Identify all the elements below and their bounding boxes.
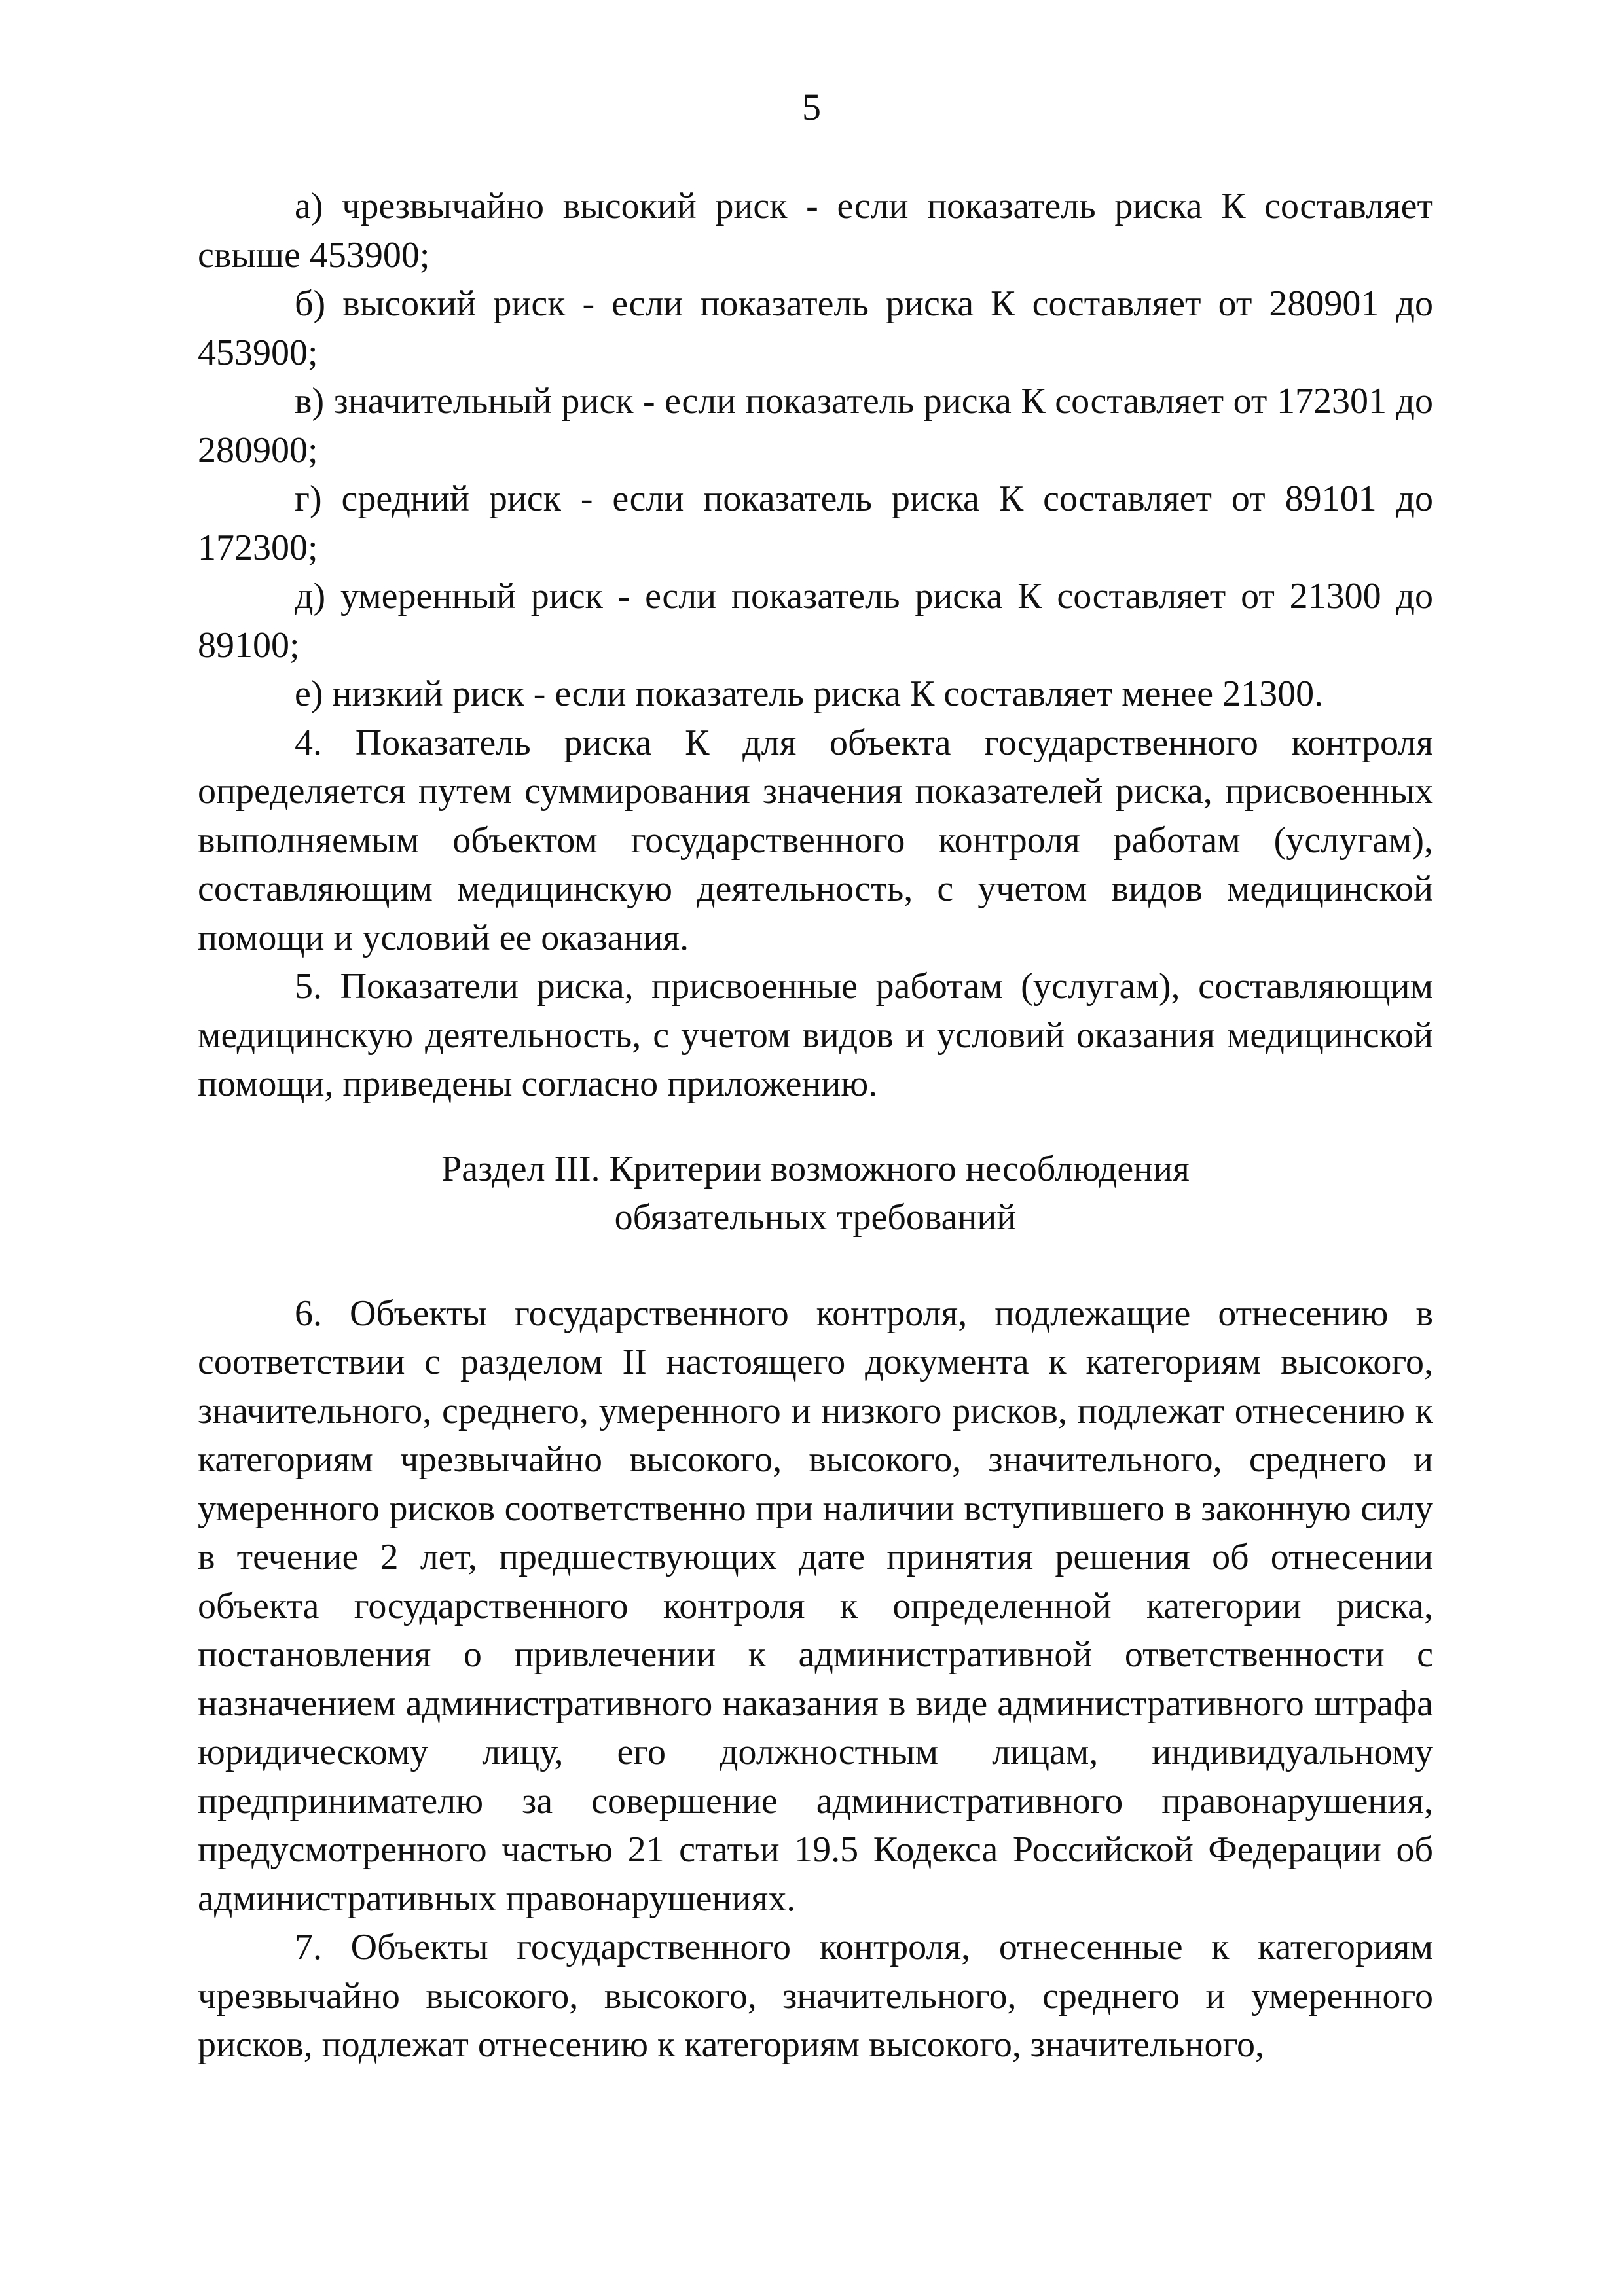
paragraph-4: 4. Показатель риска К для объекта государственного контроля определяется путем суммирования значения показателей риска, присвоенных выполняемым объектом государственного контроля работам (услугам), составляющим медицинскую деятельность, с учетом видов медицинской помощи и условий ее оказания. [198, 722, 1433, 958]
risk-level-medium: г) средний риск - если показатель риска К составляет от 89101 до 172300; [198, 478, 1433, 568]
section-heading-line-2: обязательных требований [614, 1197, 1017, 1238]
risk-level-significant: в) значительный риск - если показатель риска К составляет от 172301 до 280900; [198, 381, 1433, 471]
paragraph-5: 5. Показатели риска, присвоенные работам (услугам), составляющим медицинскую деятельность, с учетом видов и условий оказания медицинской помощи, приведены согласно приложению. [198, 966, 1433, 1104]
risk-level-moderate: д) умеренный риск - если показатель риска К составляет от 21300 до 89100; [198, 576, 1433, 666]
paragraph-7: 7. Объекты государственного контроля, отнесенные к категориям чрезвычайно высокого, высокого, значительного, среднего и умеренного рисков, подлежат отнесению к категориям высокого, значительного, [198, 1927, 1433, 2065]
document-body [198, 182, 1433, 2070]
page-number: 5 [802, 86, 821, 128]
risk-level-high: б) высокий риск - если показатель риска К составляет от 280901 до 453900; [198, 283, 1433, 373]
paragraph-6: 6. Объекты государственного контроля, подлежащие отнесению в соответствии с разделом II настоящего документа к категориям высокого, значительного, среднего, умеренного и низкого рисков, подлежат отнесению к категориям чрезвычайно высокого, высокого, значительного, среднего и умеренного рисков соответственно при наличии вступившего в законную силу в течение 2 лет, предшествующих дате принятия решения об отнесении объекта государственного контроля к определенной категории риска, постановления о привлечении к административной ответственности с назначением административного наказания в виде административного штрафа юридическому лицу, его должностным лицам, индивидуальному предпринимателю за совершение административного правонарушения, предусмотренного частью 21 статьи 19.5 Кодекса Российской Федерации об административных правонарушениях. [198, 1293, 1433, 1919]
risk-level-low: е) низкий риск - если показатель риска К составляет менее 21300. [295, 673, 1324, 714]
section-heading [198, 1145, 1433, 1242]
section-heading-line-1: Раздел III. Критерии возможного несоблюдения [441, 1148, 1190, 1189]
risk-level-extreme: а) чрезвычайно высокий риск - если показатель риска К составляет свыше 453900; [198, 186, 1433, 276]
